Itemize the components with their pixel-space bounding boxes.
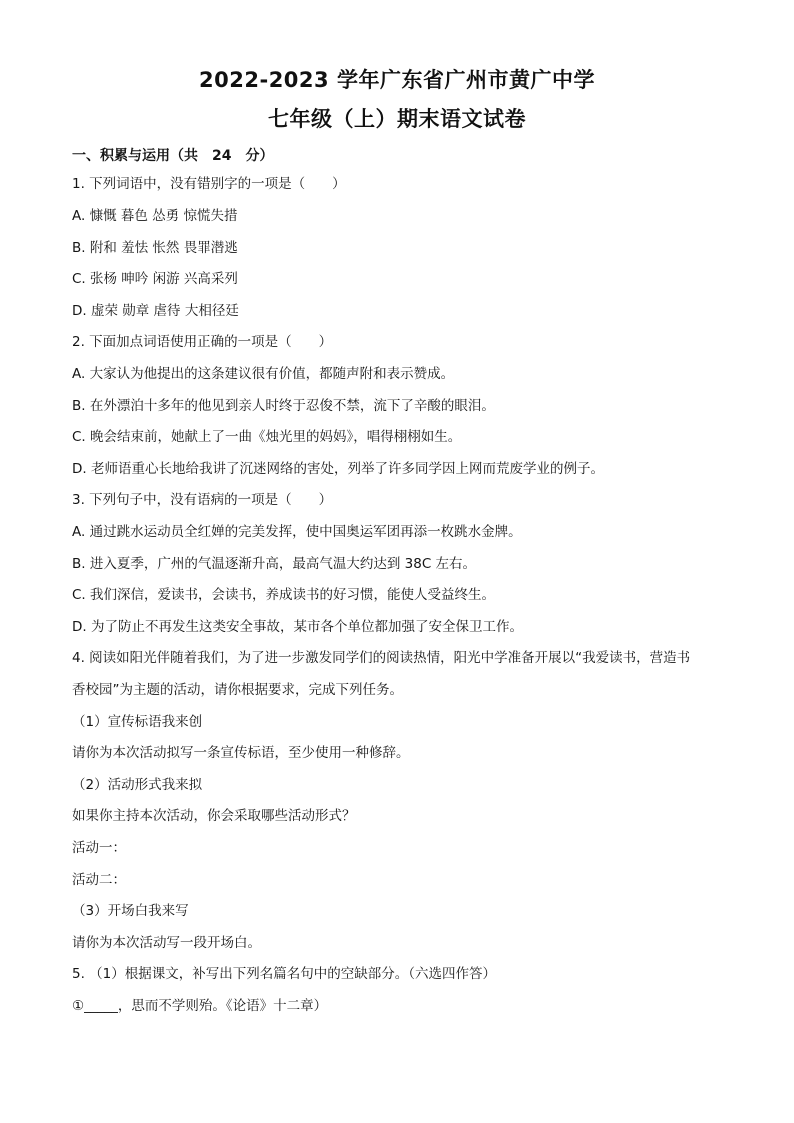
question-4-part-3-text: 请你为本次活动写一段开场白。 bbox=[72, 935, 261, 951]
question-1-option-a: A. 慷慨 暮色 怂勇 惊慌失措 bbox=[72, 208, 238, 224]
question-2-stem: 2. 下面加点词语使用正确的一项是（ ） bbox=[72, 334, 333, 350]
question-4-part-2-title: （2）活动形式我来拟 bbox=[72, 777, 203, 793]
question-2-option-a: A. 大家认为他提出的这条建议很有价值，都随声附和表示赞成。 bbox=[72, 366, 455, 382]
question-4-stem-line-1: 4. 阅读如阳光伴随着我们，为了进一步激发同学们的阅读热情，阳光中学准备开展以“我爱读书，营造书 bbox=[72, 650, 691, 666]
question-5-item-1: ①_____，思而不学则殆。《论语》十二章） bbox=[72, 998, 328, 1014]
exam-title-line-1: 2022-2023 学年广东省广州市黄广中学 bbox=[199, 68, 595, 92]
question-2-option-c: C. 晚会结束前，她献上了一曲《烛光里的妈妈》，唱得栩栩如生。 bbox=[72, 429, 462, 445]
question-1-option-b: B. 附和 羞怯 怅然 畏罪潜逃 bbox=[72, 240, 238, 256]
question-1-stem: 1. 下列词语中，没有错别字的一项是（ ） bbox=[72, 176, 346, 192]
question-3-stem: 3. 下列句子中，没有语病的一项是（ ） bbox=[72, 492, 333, 508]
exam-title-line-2: 七年级（上）期末语文试卷 bbox=[268, 107, 526, 131]
question-4-part-2-text: 如果你主持本次活动，你会采取哪些活动形式？ bbox=[72, 808, 356, 824]
question-2-option-b: B. 在外漂泊十多年的他见到亲人时终于忍俊不禁，流下了辛酸的眼泪。 bbox=[72, 398, 495, 414]
question-3-option-d: D. 为了防止不再发生这类安全事故，某市各个单位都加强了安全保卫工作。 bbox=[72, 619, 523, 635]
question-1-option-c: C. 张杨 呻吟 闲游 兴高采列 bbox=[72, 271, 238, 287]
question-1-option-d: D. 虚荣 勋章 虐待 大相径廷 bbox=[72, 303, 239, 319]
question-3-option-c: C. 我们深信，爱读书，会读书，养成读书的好习惯，能使人受益终生。 bbox=[72, 587, 496, 603]
question-5-stem: 5. （1）根据课文，补写出下列名篇名句中的空缺部分。（六选四作答） bbox=[72, 966, 497, 982]
question-4-activity-2: 活动二： bbox=[72, 872, 126, 888]
question-4-activity-1: 活动一： bbox=[72, 840, 126, 856]
question-4-stem-line-2: 香校园”为主题的活动，请你根据要求，完成下列任务。 bbox=[72, 682, 403, 698]
question-4-part-3-title: （3）开场白我来写 bbox=[72, 903, 189, 919]
question-3-option-b: B. 进入夏季，广州的气温逐渐升高，最高气温大约达到 38C 左右。 bbox=[72, 556, 477, 572]
question-4-part-1-text: 请你为本次活动拟写一条宣传标语，至少使用一种修辞。 bbox=[72, 745, 410, 761]
question-4-part-1-title: （1）宣传标语我来创 bbox=[72, 714, 203, 730]
question-2-option-d: D. 老师语重心长地给我讲了沉迷网络的害处，列举了许多同学因上网而荒废学业的例子。 bbox=[72, 461, 604, 477]
question-3-option-a: A. 通过跳水运动员全红婵的完美发挥，使中国奥运军团再添一枚跳水金牌。 bbox=[72, 524, 522, 540]
section-heading: 一、积累与运用（共 24 分） bbox=[72, 148, 274, 164]
